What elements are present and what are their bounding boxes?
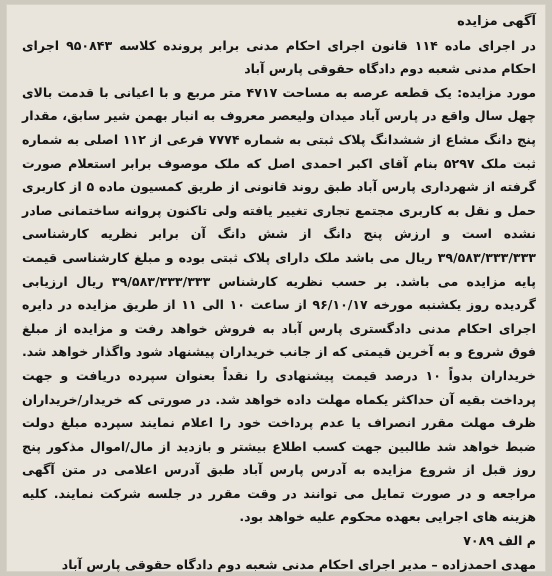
notice-body: مورد مزایده: یک قطعه عرصه به مساحت ۴۷۱۷ متر مربع و با اعیانی با قدمت بالای چهل سال واقع در پارس آباد میدان ولیعصر معروف به انبار بهمن شیر سابق، مقدار پنج دانگ مشاع از ششدانگ پلاک ثبتی به شماره ۷۷۷۴ فرعی از ۱۱۲ اصلی به شماره ثبت ملک ۵۲۹۷ بنام آقای اکبر احمدی اصل که ملک موصوف برابر استعلام صورت گرفته از شهرداری پارس آباد طبق روند قانونی از طریق کمسیون ماده ۵ از کاربری حمل و نقل به کاربری مجتمع تجاری تغییر یافته ولی تاکنون پروانه ساختمانی صادر نشده است و ارزش پنج دانگ از شش دانگ آن برابر نظریه کارشناسی ۳۹/۵۸۳/۳۳۳/۳۳۳ ریال می باشد ملک دارای پلاک ثبتی بوده و مبلغ کارشناسی قیمت پایه مزایده می باشد. بر حسب نظریه کارشناس ۳۹/۵۸۳/۳۳۳/۳۳۳ ریال ارزیابی گردیده روز یکشنبه مورخه ۹۶/۱۰/۱۷ از ساعت ۱۰ الی ۱۱ از طریق مزایده در دایره اجرای احکام مدنی دادگستری پارس آباد به فروش خواهد رفت و مزایده از مبلغ فوق شروع و به آخرین قیمتی که از جانب خریداران پیشنهاد شود واگذار خواهد شد. خریداران بدواً ۱۰ درصد قیمت پیشنهادی را نقداً بعنوان سپرده دریافت و جهت پرداخت بقیه آن حداکثر یکماه مهلت داده خواهد شد. در صورتی که خریدار/خریداران ظرف مهلت مقرر انصراف یا عدم پرداخت خود را اعلام نمایند سپرده مبلغ دولت ضبط خواهد شد طالبین جهت کسب اطلاع بیشتر و بازدید از مال/اموال مذکور پنج روز قبل از شروع مزایده به آدرس پارس آباد طبق آدرس اعلامی در متن آگهی مراجعه و در صورت تمایل می توانند در وقت مقرر در جلسه شرکت نمایند. کلیه هزینه های اجرایی بعهده محکوم علیه خواهد بود. xyxy=(22,84,537,525)
notice-reference-number: م الف ۷۰۸۹ xyxy=(463,533,536,549)
notice-intro: در اجرای ماده ۱۱۴ قانون اجرای احکام مدنی برابر پرونده کلاسه ۹۵۰۸۴۳ اجرای احکام مدنی شعبه دوم دادگاه حقوقی پارس آباد xyxy=(22,37,536,77)
newspaper-clipping xyxy=(6,4,546,572)
auction-notice xyxy=(22,10,536,572)
notice-title: آگهی مزایده xyxy=(457,14,536,29)
notice-signature: مهدی احمدزاده – مدیر اجرای احکام مدنی شعبه دوم دادگاه حقوقی پارس آباد xyxy=(61,556,536,572)
